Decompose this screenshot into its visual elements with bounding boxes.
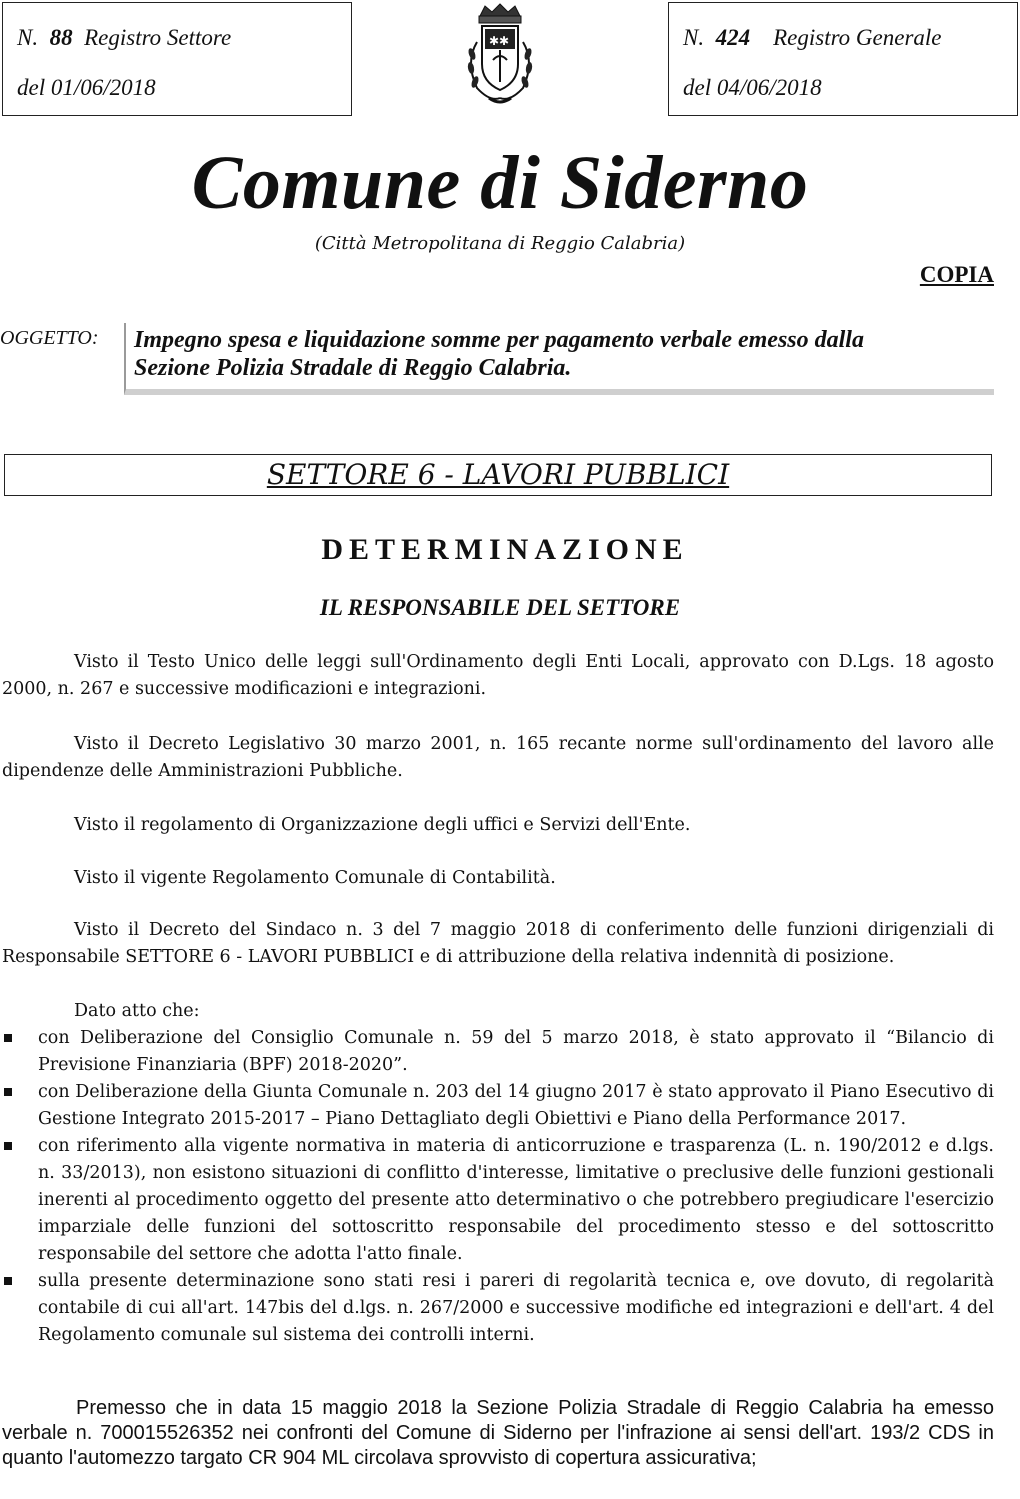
registro-settore-line [17,25,231,51]
body-paragraph: Visto il Testo Unico delle leggi sull'Ordinamento degli Enti Locali, approvato con D.Lgs. 18 agosto 2000, n. 267 e successive modificazioni e integrazioni. [2,652,994,699]
registro-generale-date: del 04/06/2018 [683,75,822,100]
page-title: Comune di Siderno [191,141,809,225]
determinazione-heading: DETERMINAZIONE [321,533,689,566]
registro-settore-number: 88 [49,25,73,50]
list-item: con Deliberazione del Consiglio Comunale n. 59 del 5 marzo 2018, è stato approvato il “Bilancio di Previsione Finanziaria (BPF) 2018-2020”. [2,1025,994,1079]
body-paragraph: Visto il vigente Regolamento Comunale di Contabilità. [74,868,556,888]
city-crest-icon [455,2,545,110]
registro-generale-number: 424 [715,25,751,50]
settore-heading: SETTORE 6 - LAVORI PUBBLICI [4,454,992,496]
oggetto-text [124,323,994,395]
list-item: sulla presente determinazione sono stati resi i pareri di regolarità tecnica e, ove dovuto, di regolarità contabile di cui all'art. 147bis del d.lgs. n. 267/2000 e successive modifiche ed integrazioni e dell'art. 4 del Regolamento comunale sul sistema dei controlli interni. [2,1268,994,1349]
bullet-icon [4,1034,12,1042]
bullet-icon [4,1277,12,1285]
body-paragraph: Visto il Decreto del Sindaco n. 3 del 7 maggio 2018 di conferimento delle funzioni dirigenziali di Responsabile SETTORE 6 - LAVORI PUBBLICI e di attribuzione della relativa indennità di posizione. [2,920,994,967]
registro-settore-date: del 01/06/2018 [17,75,156,100]
oggetto-line: Impegno spesa e liquidazione somme per pagamento verbale emesso dalla [134,327,864,353]
registro-generale-line [683,25,942,51]
list-item: con Deliberazione della Giunta Comunale n. 203 del 14 giugno 2017 è stato approvato il Piano Esecutivo di Gestione Integrato 2015-2017 – Piano Dettagliato degli Obiettivi e Piano della Performance 2017. [2,1079,994,1133]
bullet-icon [4,1088,12,1096]
dato-atto-label: Dato atto che: [74,1001,200,1021]
body-paragraph: Visto il regolamento di Organizzazione degli uffici e Servizi dell'Ente. [74,815,691,835]
list-item: con riferimento alla vigente normativa in materia di anticorruzione e trasparenza (L. n. 190/2012 e d.lgs. n. 33/2013), non esistono situazioni di conflitto d'interesse, limitative o preclusive delle funzioni gestionali inerenti al procedimento oggetto del presente atto determinativo o che potrebbero pregiudicare l'esercizio imparziale delle funzioni del sottoscritto responsabile del procedimento stesso e del sottoscritto responsabile del settore che adotta l'atto finale. [2,1133,994,1268]
oggetto-line: Sezione Polizia Stradale di Reggio Calabria. [134,355,572,381]
responsabile-heading: IL RESPONSABILE DEL SETTORE [319,595,681,620]
oggetto-label: OGGETTO: [0,327,99,349]
dato-atto-list [2,1025,994,1349]
copia-label: COPIA [919,262,994,287]
registro-generale-box [668,2,1018,116]
bullet-icon [4,1142,12,1150]
registro-settore-box [2,2,352,116]
page-subtitle: (Città Metropolitana di Reggio Calabria) [314,233,686,254]
registro-settore-label: Registro Settore [84,25,232,50]
body-paragraph: Visto il Decreto Legislativo 30 marzo 2001, n. 165 recante norme sull'ordinamento del lavoro alle dipendenze delle Amministrazioni Pubbliche. [2,734,994,781]
svg-text:✱✱: ✱✱ [489,34,510,48]
number-label: N. [683,25,705,50]
number-label: N. [17,25,39,50]
registro-generale-label: Registro Generale [773,25,942,50]
premesso-paragraph: Premesso che in data 15 maggio 2018 la Sezione Polizia Stradale di Reggio Calabria ha emesso verbale n. 700015526352 nei confronti del Comune di Siderno per l'infrazione ai sensi dell'art. 193/2 CDS in quanto l'automezzo targato CR 904 ML circolava sprovvisto di copertura assicurativa; [2,1397,994,1469]
